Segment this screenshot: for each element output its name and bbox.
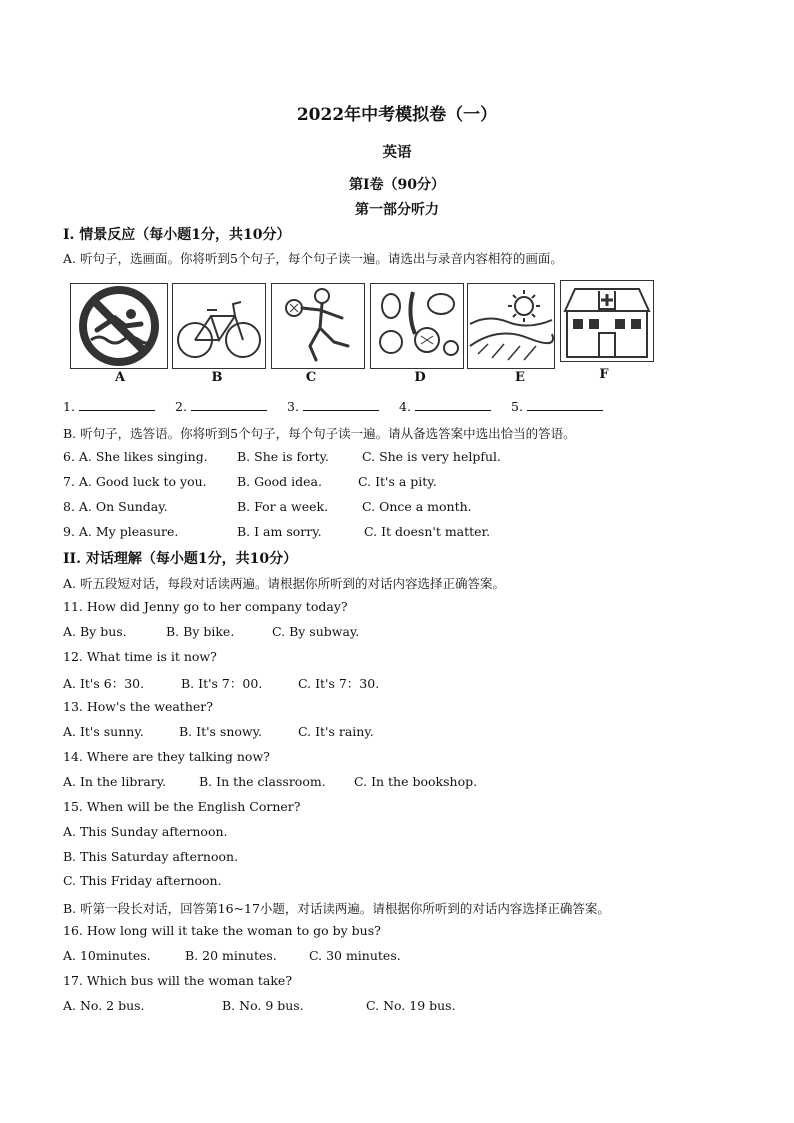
picture-f [560,280,654,362]
q6-option-c: C. She is very helpful. [362,449,502,464]
q17-question: 17. Which bus will the woman take? [63,973,293,988]
q8-option-b: B. For a week. [237,499,329,514]
section2-heading: II. 对话理解（每小题1分，共10分） [63,551,298,567]
picture-e [467,283,555,369]
q14-option-b: B. In the classroom. [199,774,326,789]
q14-option-a: A. In the library. [63,774,167,789]
q7-option-b: B. Good idea. [237,474,322,489]
q16-option-c: C. 30 minutes. [309,948,401,963]
vegetables-fruits-icon [371,284,463,368]
answer-blank-3[interactable]: 3. [287,399,379,414]
picture-b [172,283,266,369]
q13-question: 13. How's the weather? [63,699,213,714]
q9-option-a: 9. A. My pleasure. [63,524,179,539]
q15-option-c: C. This Friday afternoon. [63,873,222,888]
q16-option-b: B. 20 minutes. [185,948,277,963]
q17-option-c: C. No. 19 bus. [366,998,456,1013]
q12-question: 12. What time is it now? [63,649,217,664]
q16-question: 16. How long will it take the woman to go by bus? [63,923,381,938]
picture-c [271,283,365,369]
hospital-building-icon [561,281,653,361]
section1-partB-instruction: B. 听句子，选答语。你将听到5个句子，每个句子读一遍。请从备选答案中选出恰当的答语。 [63,426,576,441]
q12-option-a: A. It's 6：30. [63,676,145,691]
picture-label-c: C [305,370,317,385]
q9-option-b: B. I am sorry. [237,524,322,539]
q6-option-a: 6. A. She likes singing. [63,449,208,464]
q11-option-b: B. By bike. [166,624,235,639]
q14-question: 14. Where are they talking now? [63,749,270,764]
section1-partA-instruction: A. 听句子，选画面。你将听到5个句子，每个句子读一遍。请选出与录音内容相符的画面。 [63,251,563,266]
q7-option-a: 7. A. Good luck to you. [63,474,207,489]
subject-title: 英语 [382,144,412,161]
answer-blank-5[interactable]: 5. [511,399,603,414]
picture-a [70,283,168,369]
q13-option-c: C. It's rainy. [298,724,374,739]
q12-option-c: C. It's 7：30. [298,676,380,691]
answer-blank-1[interactable]: 1. [63,399,155,414]
q15-option-a: A. This Sunday afternoon. [63,824,228,839]
q16-option-a: A. 10minutes. [63,948,151,963]
part-title: 第一部分听力 [355,202,439,218]
q11-option-c: C. By subway. [272,624,360,639]
q14-option-c: C. In the bookshop. [354,774,478,789]
picture-d [370,283,464,369]
section1-heading: I. 情景反应（每小题1分，共10分） [63,227,291,243]
sun-landscape-icon [468,284,554,368]
q11-question: 11. How did Jenny go to her company today? [63,599,348,614]
q17-option-b: B. No. 9 bus. [222,998,304,1013]
q11-option-a: A. By bus. [63,624,127,639]
q12-option-b: B. It's 7：00. [181,676,263,691]
section2-partA-instruction: A. 听五段短对话，每段对话读两遍。请根据你所听到的对话内容选择正确答案。 [63,576,505,591]
picture-label-d: D [414,370,426,385]
picture-label-a: A [114,370,126,385]
q7-option-c: C. It's a pity. [358,474,437,489]
picture-label-b: B [211,370,223,385]
q13-option-a: A. It's sunny. [63,724,144,739]
q13-option-b: B. It's snowy. [179,724,262,739]
q8-option-a: 8. A. On Sunday. [63,499,168,514]
answer-blank-2[interactable]: 2. [175,399,267,414]
answer-blank-4[interactable]: 4. [399,399,491,414]
q17-option-a: A. No. 2 bus. [63,998,145,1013]
q9-option-c: C. It doesn't matter. [364,524,491,539]
section2-partB-instruction: B. 听第一段长对话，回答第16~17小题，对话读两遍。请根据你所听到的对话内容选择正确答案。 [63,901,610,916]
q15-option-b: B. This Saturday afternoon. [63,849,239,864]
picture-label-f: F [599,367,609,382]
volume-title: 第I卷（90分） [348,177,446,193]
football-player-icon [272,284,364,368]
q8-option-c: C. Once a month. [362,499,472,514]
exam-title: 2022年中考模拟卷（一） [296,105,498,125]
q6-option-b: B. She is forty. [237,449,330,464]
picture-label-e: E [515,370,525,385]
q15-question: 15. When will be the English Corner? [63,799,301,814]
no-swimming-icon [71,284,167,368]
bicycle-icon [173,284,265,368]
